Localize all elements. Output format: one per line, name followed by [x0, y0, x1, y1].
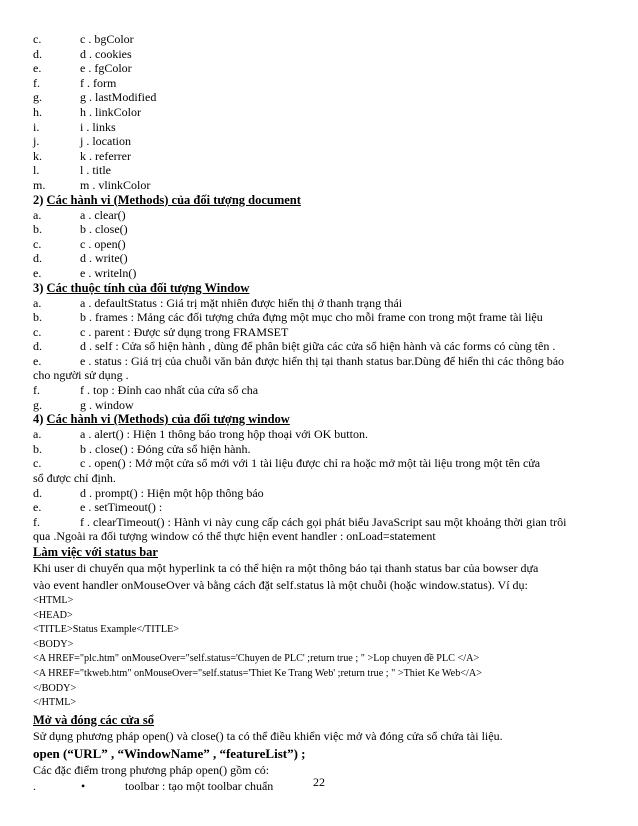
list-text: d . cookies	[80, 46, 132, 61]
code-line: <A HREF="plc.htm" onMouseOver="self.status='Chuyen de PLC' ;return true ; " >Lop chuyen đề PLC </A>	[33, 653, 480, 665]
list-marker: k.	[33, 148, 42, 163]
list-item	[33, 500, 608, 515]
list-marker: b.	[33, 310, 42, 325]
list-marker: b.	[33, 222, 42, 237]
list-item	[33, 237, 608, 252]
list-text: e . fgColor	[80, 61, 132, 76]
window-properties-list	[33, 296, 608, 413]
list-item	[33, 120, 608, 135]
code-line: </HTML>	[33, 697, 77, 709]
list-item	[33, 149, 608, 164]
heading-number: 3)	[33, 280, 47, 295]
list-text: f . clearTimeout() : Hành vi này cung cấp cách gọi phát biểu JavaScript sau một khoảng thời gian trôi	[80, 514, 567, 529]
list-marker: a.	[33, 295, 42, 310]
list-marker: i.	[33, 119, 40, 134]
list-text: b . close() : Đóng cửa sổ hiện hành.	[80, 441, 251, 456]
list-item	[33, 339, 608, 354]
list-text: a . defaultStatus : Giá trị mặt nhiên được hiển thị ở thanh trạng thái	[80, 295, 403, 310]
list-marker: l.	[33, 163, 40, 178]
list-item	[33, 383, 608, 398]
list-text: j . location	[80, 134, 131, 149]
list-marker: c.	[33, 324, 42, 339]
list-marker: a.	[33, 207, 42, 222]
list-item-continuation: qua .Ngoài ra đối tượng window có thể thực hiện event handler : onLoad=statement	[33, 529, 436, 544]
document-methods-list	[33, 208, 608, 281]
list-marker: e.	[33, 353, 42, 368]
code-line: <HEAD>	[33, 609, 73, 621]
list-item	[33, 163, 608, 178]
list-item	[33, 134, 608, 149]
heading-title: Các hành vi (Methods) của đối tượng window	[46, 412, 290, 427]
list-marker: e.	[33, 265, 42, 280]
list-item	[33, 208, 608, 223]
list-marker: g.	[33, 90, 42, 105]
list-item	[33, 251, 608, 266]
list-marker: b.	[33, 441, 42, 456]
list-marker: j.	[33, 134, 40, 149]
list-item	[33, 515, 608, 530]
list-item	[33, 296, 608, 311]
list-text: e . setTimeout() :	[80, 500, 163, 515]
list-item	[33, 47, 608, 62]
list-text: h . linkColor	[80, 104, 142, 119]
list-text: c . parent : Được sử dụng trong FRAMSET	[80, 324, 289, 339]
code-line: <A HREF="tkweb.htm" onMouseOver="self.status='Thiet Ke Trang Web' ;return true ; " >Thiet Ke Web</A>	[33, 667, 482, 679]
list-item	[33, 90, 608, 105]
list-marker: c.	[33, 236, 42, 251]
list-marker: e.	[33, 61, 42, 76]
section-heading-window-properties	[33, 281, 608, 296]
window-methods-list	[33, 427, 608, 544]
open-syntax-line: open (“URL” , “WindowName” , “featureList”) ;	[33, 745, 306, 761]
list-item	[33, 354, 608, 369]
list-marker: d.	[33, 46, 42, 61]
list-text: c . open()	[80, 236, 126, 251]
list-marker: f.	[33, 383, 40, 398]
list-marker: a.	[33, 427, 42, 442]
list-item	[33, 61, 608, 76]
page-number: 22	[313, 775, 325, 789]
list-text: d . self : Cửa sổ hiện hành , dùng để phân biệt giữa các cửa sổ hiện hành và các forms có cùng tên .	[80, 339, 556, 354]
list-item	[33, 222, 608, 237]
open-close-windows-heading: Mở và đóng các cửa sổ	[33, 712, 155, 727]
list-item-continuation: cho người sử dụng .	[33, 368, 129, 383]
list-text: f . top : Đỉnh cao nhất của cửa sổ cha	[80, 383, 259, 398]
list-marker: d.	[33, 251, 42, 266]
list-item	[33, 178, 608, 193]
code-line: <TITLE>Status Example</TITLE>	[33, 624, 180, 636]
list-text: l . title	[80, 163, 111, 178]
list-item	[33, 456, 608, 471]
heading-number: 4)	[33, 412, 47, 427]
list-text: e . writeln()	[80, 265, 137, 280]
code-line: <HTML>	[33, 595, 74, 606]
bullet-text: toolbar : tạo một toolbar chuẩn	[125, 778, 274, 793]
section-heading-document-methods	[33, 193, 608, 208]
list-text: e . status : Giá trị của chuỗi văn bản được hiển thị tại thanh status bar.Dùng để hiển thi các thông báo	[80, 353, 565, 368]
list-item	[33, 310, 608, 325]
list-text: m . vlinkColor	[80, 177, 151, 192]
list-text: d . prompt() : Hiện một hộp thông báo	[80, 485, 264, 500]
heading-number: 2)	[33, 192, 47, 207]
list-marker: g.	[33, 397, 42, 412]
list-item	[33, 32, 608, 47]
features-intro: Các đặc điểm trong phương pháp open() gồm có:	[33, 762, 270, 777]
list-marker: e.	[33, 500, 42, 515]
list-marker: h.	[33, 104, 42, 119]
list-item	[33, 76, 608, 91]
list-item	[33, 486, 608, 501]
code-line: <BODY>	[33, 638, 74, 650]
list-text: g . window	[80, 397, 134, 412]
list-marker: d.	[33, 339, 42, 354]
list-item	[33, 427, 608, 442]
list-text: b . frames : Mảng các đối tượng chứa đựng một mục cho mỗi frame con trong một frame tài liệu	[80, 310, 543, 325]
status-bar-paragraph-1: Khi user di chuyển qua một hyperlink ta có thể hiện ra một thông báo tại thanh status bar của bowser dựa	[33, 561, 539, 575]
list-marker: c.	[33, 456, 42, 471]
document-body	[33, 32, 608, 794]
list-item	[33, 398, 608, 413]
document-properties-list	[33, 32, 608, 193]
list-text: a . clear()	[80, 207, 126, 222]
list-text: c . open() : Mở một cửa sổ mới với 1 tài liệu được chỉ ra hoặc mở một tài liệu trong một tên cửa	[80, 456, 541, 471]
list-item	[33, 325, 608, 340]
list-text: b . close()	[80, 222, 128, 237]
heading-title: Các hành vi (Methods) của đối tượng document	[46, 192, 301, 207]
bullet-marker: .	[33, 778, 36, 793]
open-close-paragraph: Sử dụng phương pháp open() và close() ta có thể điều khiển việc mở và đóng cửa sổ chứa tài liệu.	[33, 728, 503, 743]
list-marker: m.	[33, 177, 46, 192]
list-marker: f.	[33, 514, 40, 529]
section-heading-window-methods	[33, 412, 608, 427]
list-text: a . alert() : Hiện 1 thông báo trong hộp thoại với OK button.	[80, 427, 368, 442]
list-marker: d.	[33, 485, 42, 500]
list-item	[33, 442, 608, 457]
code-example	[33, 594, 608, 711]
list-text: i . links	[80, 119, 116, 134]
list-marker: f.	[33, 75, 40, 90]
list-text: d . write()	[80, 251, 128, 266]
status-bar-paragraph-2: vào event handler onMouseOver và bằng cách đặt self.status là một chuỗi (hoặc window.status). Ví dụ:	[33, 578, 528, 592]
status-bar-heading: Làm việc với status bar	[33, 545, 158, 559]
list-item	[33, 266, 608, 281]
list-marker: c.	[33, 32, 42, 46]
list-text: k . referrer	[80, 148, 131, 163]
bullet-glyph: •	[81, 778, 86, 793]
heading-title: Các thuộc tính của đối tượng Window	[46, 280, 250, 295]
code-line: </BODY>	[33, 682, 77, 694]
list-item	[33, 105, 608, 120]
list-text: c . bgColor	[80, 32, 134, 46]
list-text: g . lastModified	[80, 90, 157, 105]
list-text: f . form	[80, 75, 117, 90]
list-item-continuation: sổ được chỉ định.	[33, 471, 116, 486]
